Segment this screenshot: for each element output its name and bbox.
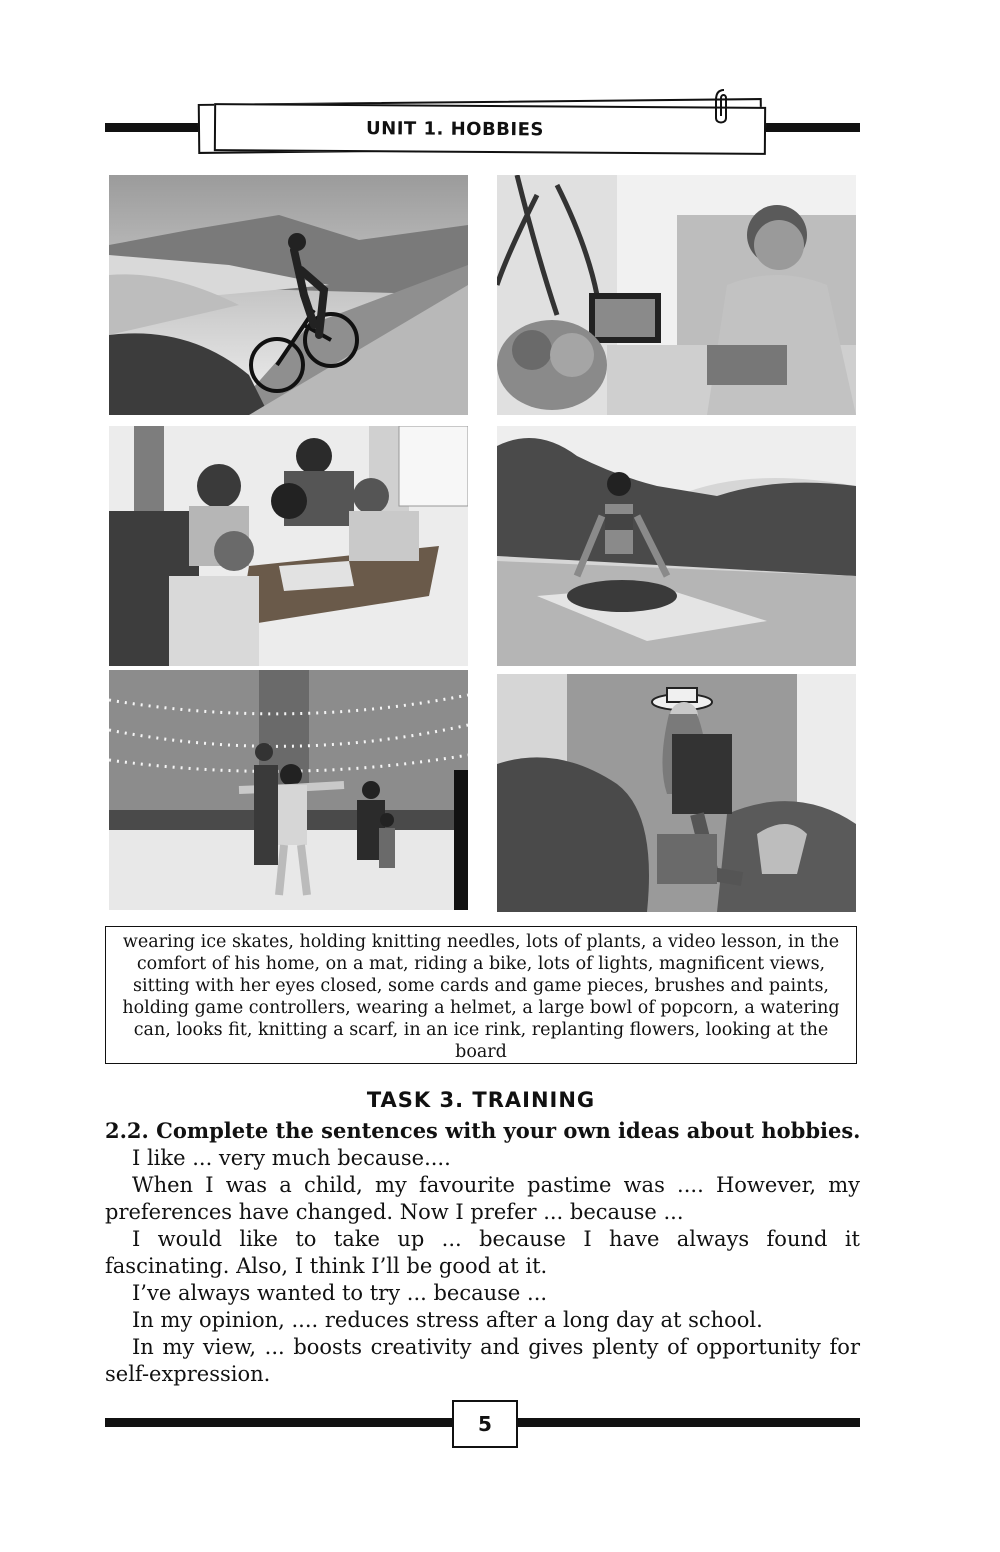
page-number: 5 [452,1400,518,1448]
board-game-family-photo-icon [109,426,468,666]
footer-rule-right [512,1418,860,1427]
sentence-item: When I was a child, my favourite pastime was .... However, my preferences have changed. Now I prefer ... because ... [105,1173,860,1224]
cyclist-photo-icon [109,175,468,415]
sentence-item: In my opinion, .... reduces stress after a long day at school. [132,1308,763,1332]
task-heading: 2.2. Complete the sentences with your own ideas about hobbies. [105,1118,861,1143]
photo-board-game [109,426,468,666]
photo-cyclist [109,175,468,415]
knitting-man-photo-icon [497,175,856,415]
gardening-woman-photo-icon [497,674,856,912]
photo-yoga [497,426,856,666]
photo-knitting-man [497,175,856,415]
ice-skating-photo-icon [109,670,468,910]
vocabulary-box: wearing ice skates, holding knitting needles, lots of plants, a video lesson, in the comfort of his home, on a mat, riding a bike, lots of lights, magnificent views, sitting with her eyes closed, some cards and game pieces, brushes and paints, holding game controllers, wearing a helmet, a large bowl of popcorn, a watering can, looks fit, knitting a scarf, in an ice rink, replanting flowers, looking at the board [105,926,857,1064]
paperclip-icon [710,86,732,130]
yoga-woman-photo-icon [497,426,856,666]
sentence-item: I would like to take up ... because I have always found it fascinating. Also, I think I’ll be good at it. [105,1227,860,1278]
photo-ice-skating [109,670,468,910]
photo-gardening [497,674,856,912]
unit-title: UNIT 1. HOBBIES [366,117,544,140]
task-title: TASK 3. TRAINING [366,1088,596,1112]
header-frame [214,103,766,155]
header-rule-right [760,123,860,132]
sentence-item: I’ve always wanted to try ... because ... [132,1281,548,1305]
header-rule-left [105,123,205,132]
footer-rule-left [105,1418,455,1427]
sentence-list [105,1145,860,1388]
sentence-item: I like ... very much because.... [132,1146,451,1170]
sentence-item: In my view, ... boosts creativity and gives plenty of opportunity for self-expression. [105,1335,860,1386]
